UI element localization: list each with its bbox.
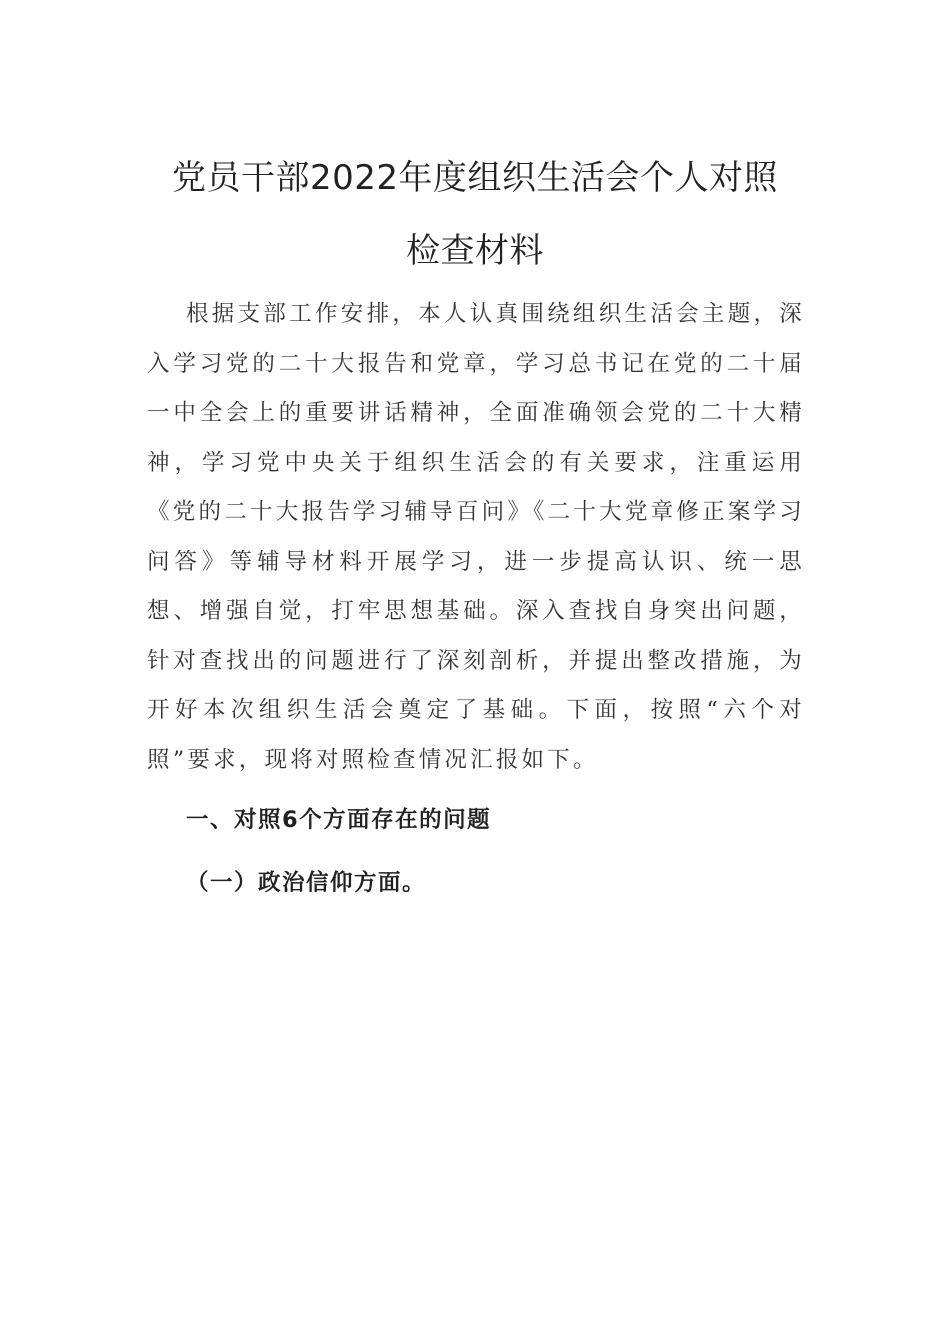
subsection-heading: （一）政治信仰方面。 (186, 870, 427, 896)
intro-paragraph: 根据支部工作安排，本人认真围绕组织生活会主题，深入学习党的二十大报告和党章，学习总书记在党的二十届一中全会上的重要讲话精神，全面准确领会党的二十大精神，学习党中央关于组织生活会的有关要求，注重运用《党的二十大报告学习辅导百问》《二十大党章修正案学习问答》等辅导材料开展学习，进一步提高认识、统一思想、增强自觉，打牢思想基础。深入查找自身突出问题，针对查找出的问题进行了深刻剖析，并提出整改措施，为开好本次组织生活会奠定了基础。下面，按照“六个对照”要求，现将对照检查情况汇报如下。 (147, 301, 805, 773)
section-heading: 一、对照6个方面存在的问题 (186, 807, 492, 833)
document-title-line-1: 党员干部2022年度组织生活会个人对照 (171, 158, 779, 198)
document-title-line-2: 检查材料 (406, 231, 544, 271)
